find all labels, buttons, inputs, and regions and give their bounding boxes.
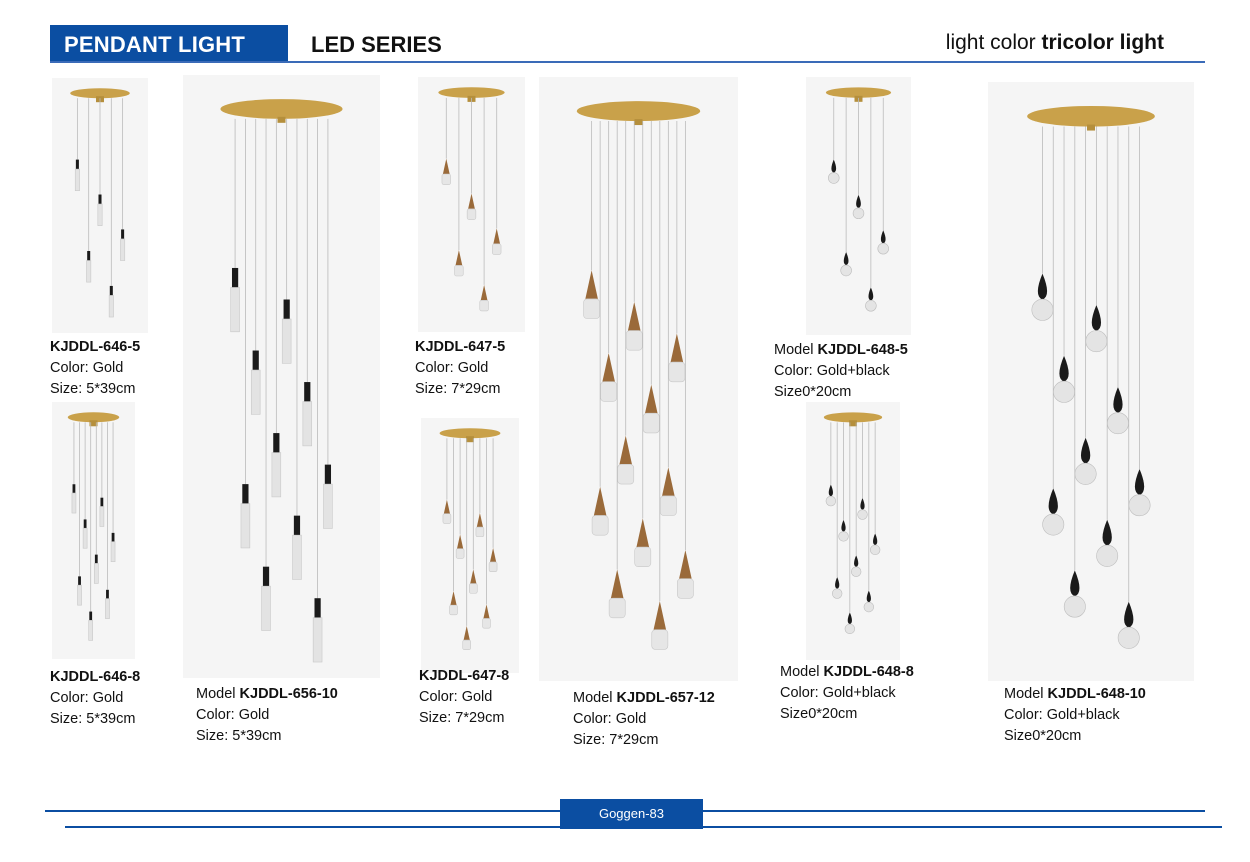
bubble-globe [1064, 596, 1085, 617]
size-line: Size0*20cm [774, 384, 852, 400]
model-line [50, 667, 140, 688]
color-line: Color: Gold [196, 707, 270, 723]
crystal-tube [83, 528, 87, 548]
product-photo-kjddl-657-12 [539, 77, 738, 681]
canopy [220, 99, 342, 119]
light-color-value: tricolor light [1041, 31, 1164, 54]
pendant-body [1124, 602, 1133, 628]
model-number: KJDDL-646-5 [50, 339, 141, 355]
product-caption [573, 688, 715, 751]
crystal-tube [109, 295, 113, 317]
pendant-cap [273, 433, 279, 453]
crystal-tube [98, 204, 102, 226]
pendant-illustration [421, 418, 519, 673]
pendant-cone [619, 436, 632, 465]
crystal-tube [78, 585, 82, 605]
model-line: Model KJDDL-656-10 [196, 686, 338, 702]
pendant-cone [628, 302, 641, 331]
pendant-cone [457, 535, 463, 549]
model-number: KJDDL-656-10 [239, 686, 338, 702]
size-line: Size: 5*39cm [50, 711, 136, 727]
pendant-cone [483, 604, 489, 618]
bubble-globe [853, 208, 864, 219]
bubble-globe [841, 265, 852, 276]
canopy [577, 101, 700, 121]
product-caption [196, 684, 338, 747]
crystal-drop [443, 514, 451, 524]
pendant-body [848, 612, 852, 624]
crystal-drop [480, 300, 489, 311]
crystal-tube [272, 453, 281, 497]
crystal-drop [492, 244, 501, 255]
pendant-cap [95, 555, 98, 564]
pendant-body [1070, 570, 1079, 596]
bubble-globe [1043, 514, 1064, 535]
pendant-cone [602, 353, 615, 382]
pendant-cap [73, 484, 76, 493]
pendant-illustration [52, 402, 135, 659]
product-photo-kjddl-646-8 [52, 402, 135, 659]
pendant-cap [304, 382, 310, 402]
crystal-tube [282, 319, 291, 363]
pendant-cap [89, 612, 92, 621]
product-photo-kjddl-648-5 [806, 77, 911, 335]
model-line: Model KJDDL-648-10 [1004, 686, 1146, 702]
pendant-cone [464, 626, 470, 640]
pendant-cone [477, 513, 483, 527]
crystal-drop [476, 527, 484, 537]
product-caption [50, 337, 140, 400]
product-photo-kjddl-656-10 [183, 75, 380, 678]
crystal-drop [469, 584, 477, 594]
canopy-stem [466, 436, 474, 442]
pendant-cone [679, 550, 692, 579]
color-line: Color: Gold [573, 711, 647, 727]
pendant-body [867, 591, 871, 603]
crystal-drop [626, 331, 642, 351]
crystal-drop [463, 640, 471, 650]
pendant-body [831, 160, 836, 173]
pendant-cone [444, 500, 450, 514]
size-line: Size0*20cm [780, 706, 858, 722]
crystal-drop [652, 630, 668, 650]
pendant-cap [263, 567, 269, 587]
pendant-cone [594, 487, 607, 516]
model-line [50, 337, 140, 358]
model-line: Model KJDDL-648-5 [774, 342, 908, 358]
pendant-body [1113, 387, 1122, 413]
bubble-globe [1086, 330, 1107, 351]
color-line: Color: Gold [415, 360, 489, 376]
pendant-cap [87, 251, 90, 261]
pendant-cap [284, 299, 290, 319]
color-line: Color: Gold [419, 689, 493, 705]
crystal-drop [483, 618, 491, 628]
pendant-illustration [52, 78, 148, 333]
pendant-body [854, 555, 858, 567]
crystal-tube [303, 402, 312, 446]
model-number: KJDDL-647-8 [419, 668, 510, 684]
light-color-label [946, 31, 1164, 55]
model-number: KJDDL-648-10 [1047, 686, 1146, 702]
product-photo-kjddl-647-5 [418, 77, 525, 332]
crystal-tube [111, 542, 115, 562]
crystal-tube [323, 484, 332, 528]
pendant-cap [294, 516, 300, 536]
crystal-tube [293, 535, 302, 579]
bubble-globe [870, 545, 880, 555]
pendant-illustration [183, 75, 380, 678]
bubble-globe [832, 589, 842, 599]
color-line: Color: Gold+black [774, 363, 890, 379]
crystal-tube [94, 563, 98, 583]
pendant-body [1081, 438, 1090, 464]
crystal-drop [618, 464, 634, 484]
size-line: Size0*20cm [1004, 728, 1082, 744]
pendant-body [1103, 520, 1112, 546]
crystal-tube [251, 370, 260, 414]
model-number: KJDDL-647-5 [415, 339, 506, 355]
pendant-illustration [418, 77, 525, 332]
pendant-cap [84, 519, 87, 528]
pendant-cone [468, 194, 475, 209]
bubble-globe [1032, 299, 1053, 320]
bubble-globe [826, 496, 836, 506]
pendant-illustration [806, 402, 900, 660]
product-caption [415, 337, 505, 400]
pendant-body [881, 230, 886, 243]
crystal-drop [584, 299, 600, 319]
pendant-cone [450, 591, 456, 605]
pendant-cap [112, 533, 115, 542]
color-line: Color: Gold+black [780, 685, 896, 701]
crystal-drop [660, 496, 676, 516]
product-caption [50, 667, 140, 730]
canopy-stem [1087, 125, 1095, 131]
size-line: Size: 5*39cm [50, 381, 136, 397]
pendant-body [869, 287, 874, 300]
pendant-body [841, 520, 845, 532]
pendant-cap [106, 590, 109, 599]
crystal-tube [72, 493, 76, 513]
crystal-drop [592, 515, 608, 535]
pendant-cap [232, 268, 238, 288]
size-line: Size: 7*29cm [415, 381, 501, 397]
pendant-cone [443, 159, 450, 174]
pendant-cone [671, 333, 684, 362]
product-caption [780, 662, 914, 725]
crystal-drop [609, 598, 625, 618]
pendant-cap [100, 498, 103, 507]
size-line: Size: 7*29cm [419, 710, 505, 726]
model-line [415, 337, 505, 358]
pendant-body [829, 485, 833, 497]
series-title: LED SERIES [311, 32, 442, 57]
pendant-cone [493, 228, 500, 243]
bubble-globe [845, 624, 855, 634]
pendant-illustration [988, 82, 1194, 681]
pendant-body [1038, 274, 1047, 300]
crystal-drop [467, 209, 476, 220]
pendant-illustration [539, 77, 738, 681]
crystal-drop [456, 549, 464, 559]
bubble-globe [851, 567, 861, 577]
pendant-cone [654, 601, 667, 630]
crystal-drop [643, 413, 659, 433]
crystal-tube [120, 239, 124, 261]
pendant-cap [76, 160, 79, 170]
header-divider [50, 61, 1205, 63]
crystal-drop [442, 174, 451, 185]
bubble-globe [1097, 545, 1118, 566]
canopy-stem [635, 119, 643, 125]
page-number-badge: Goggen-83 [560, 799, 703, 829]
pendant-cap [314, 598, 320, 618]
crystal-drop [455, 265, 464, 276]
color-line: Color: Gold [50, 690, 124, 706]
model-number: KJDDL-646-8 [50, 669, 141, 685]
pendant-cap [242, 484, 248, 504]
bubble-globe [864, 602, 874, 612]
pendant-body [844, 252, 849, 265]
bubble-globe [839, 532, 849, 542]
bubble-globe [865, 300, 876, 311]
model-line: Model KJDDL-657-12 [573, 690, 715, 706]
crystal-tube [100, 506, 104, 526]
pendant-cone [611, 569, 624, 598]
canopy [1027, 106, 1155, 127]
pendant-cap [325, 465, 331, 485]
crystal-tube [89, 620, 93, 640]
pendant-cone [662, 467, 675, 496]
model-number: KJDDL-657-12 [616, 690, 715, 706]
size-line: Size: 5*39cm [196, 728, 282, 744]
pendant-cone [636, 518, 649, 547]
light-color-prefix: light color [945, 31, 1042, 54]
model-line [419, 666, 509, 687]
product-photo-kjddl-647-8 [421, 418, 519, 673]
crystal-tube [262, 586, 271, 630]
pendant-body [1135, 469, 1144, 495]
pendant-cone [645, 385, 658, 414]
model-number: KJDDL-648-8 [823, 664, 914, 680]
pendant-cone [456, 250, 463, 265]
crystal-tube [105, 599, 109, 619]
crystal-drop [677, 579, 693, 599]
crystal-drop [450, 605, 458, 615]
product-photo-kjddl-648-10 [988, 82, 1194, 681]
pendant-cap [98, 195, 101, 205]
bubble-globe [1075, 463, 1096, 484]
crystal-tube [313, 618, 322, 662]
pendant-cap [110, 286, 113, 296]
pendant-body [856, 195, 861, 208]
pendant-cone [481, 285, 488, 300]
crystal-drop [489, 562, 497, 572]
color-line: Color: Gold [50, 360, 124, 376]
bubble-globe [828, 173, 839, 184]
product-photo-kjddl-646-5 [52, 78, 148, 333]
model-number: KJDDL-648-5 [817, 342, 908, 358]
product-caption [1004, 684, 1146, 747]
crystal-tube [231, 287, 240, 331]
pendant-cap [78, 576, 81, 585]
pendant-body [873, 533, 877, 545]
bubble-globe [1053, 381, 1074, 402]
pendant-cone [490, 548, 496, 562]
pendant-cap [253, 351, 259, 371]
bubble-globe [1129, 495, 1150, 516]
pendant-body [1049, 488, 1058, 514]
bubble-globe [878, 243, 889, 254]
product-photo-kjddl-648-8 [806, 402, 900, 660]
pendant-body [860, 498, 864, 510]
bubble-globe [1107, 413, 1128, 434]
size-line: Size: 7*29cm [573, 732, 659, 748]
pendant-illustration [806, 77, 911, 335]
canopy-stem [278, 117, 286, 123]
crystal-drop [635, 547, 651, 567]
color-line: Color: Gold+black [1004, 707, 1120, 723]
category-badge: PENDANT LIGHT [50, 25, 288, 62]
product-caption [774, 340, 908, 403]
crystal-drop [601, 382, 617, 402]
model-line: Model KJDDL-648-8 [780, 664, 914, 680]
pendant-cone [585, 270, 598, 299]
bubble-globe [858, 510, 868, 520]
product-caption [419, 666, 509, 729]
crystal-tube [241, 504, 250, 548]
pendant-cap [121, 229, 124, 239]
crystal-drop [669, 362, 685, 382]
crystal-tube [87, 261, 91, 283]
pendant-body [1059, 356, 1068, 382]
pendant-cone [470, 569, 476, 583]
crystal-tube [75, 169, 79, 191]
pendant-body [1092, 305, 1101, 331]
bubble-globe [1118, 627, 1139, 648]
pendant-body [835, 577, 839, 589]
